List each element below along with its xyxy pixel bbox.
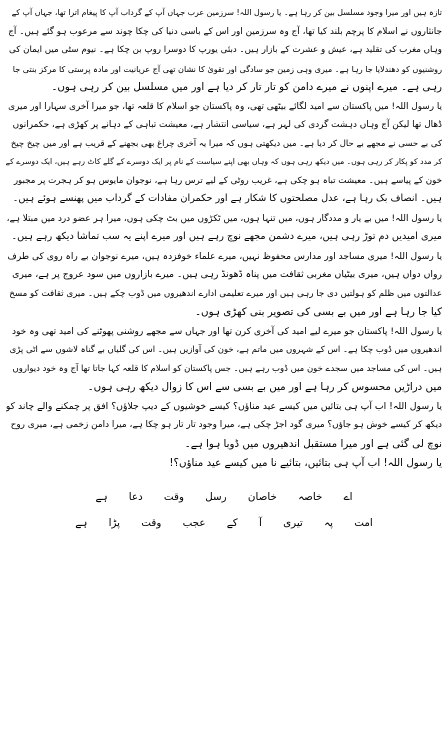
text-line: یا رسول اللہ! اب آپ ہی بتائیں، بتائیے نا میں کیسے عید مناؤں؟! [169, 457, 442, 469]
text-line: رواں دواں ہیں، میری بیٹیاں مغربی ثقافت میں پناہ ڈھونڈ رہی ہیں۔ میرے بازاروں میں سود عروج پر ہے، میری [12, 269, 442, 280]
text-line: کر مدد کو پکار کر رہی ہوں۔ میں دیکھ رہی ہوں کہ وہاں بھی اپنے سیاست کے نام پر ایک دوسرے کے گلے کاٹ رہے ہیں، ایک دوسرے کے [6, 157, 442, 166]
text-line: روشنیوں کو دھندلایا جا رہا ہے۔ میری وہی زمین جو سادگی اور تقویٰ کا نشان تھی آج عریانیت اور مادہ پرستی کا مرکز بنتی جا [12, 63, 442, 74]
text-line: یا رسول اللہ! میں پاکستان سے امید لگائے بیٹھی تھی، وہ پاکستان جو اسلام کا قلعہ تھا، جو میرا آخری سہارا اور میری [8, 101, 442, 112]
paragraph [6, 454, 442, 473]
text-line: وہاں مغرب کی تقلید ہے، عیش و عشرت کے بازار ہیں۔ دبئی یورپ کا دوسرا روپ بن چکا ہے۔ نیوم سٹی میں ایمان کی [8, 45, 442, 55]
text-line: یا رسول اللہ! میری مساجد اور مدارس محفوظ نہیں، میرے علماء خوفزدہ ہیں، میرے نوجوان بے راہ روی کی طرف [7, 251, 442, 262]
paragraph [6, 98, 442, 209]
text-line: تازہ ہیں اور میرا وجود مسلسل بین کر رہا ہے۔ یا رسول اللہ! سرزمین عرب جہاں آپ کے گرداب آپ کا پیغام اترا تھا، جہاں آپ کے [11, 8, 442, 17]
text-line: میری امیدیں دم توڑ رہی ہیں، میرے دشمن مجھے نوچ رہے ہیں اور میرے اپنے یہ سب تماشا دیکھ رہے ہیں۔ [11, 231, 442, 242]
text-line: کیا جا رہا ہے اور میں بے بسی کی تصویر بنی کھڑی ہوں۔ [195, 306, 442, 318]
poem-line: اے خاصہ خاصان رسل وقت دعا ہے [95, 490, 353, 503]
poem-couplet [6, 484, 442, 536]
text-line: ہیں۔ اس کی مساجد میں سجدے خون میں ڈوب رہے ہیں۔ جس پاکستان کو اسلام کا قلعہ کہا جاتا تھا آج وہ خود دیواروں [12, 363, 442, 374]
text-line: دیکھ کر کیسے خوش ہو جاؤں؟ میری گود اجڑ چکی ہے، میرا وجود تار تار ہو چکا ہے، میرا دامن زخمی ہے، میری روح [10, 420, 442, 430]
text-line: میں دراڑیں محسوس کر رہا ہے اور میں بے بسی سے اس کا زوال دیکھ رہی ہوں۔ [87, 381, 442, 393]
paragraph [6, 4, 442, 97]
text-line: ڈھال تھا لیکن آج وہاں دہشت گردی کی لہر ہے، سیاسی انتشار ہے، معیشت تباہی کے دہانے پر کھڑی ہے، حکمرانوں [12, 120, 442, 130]
text-line: جانثاروں نے اسلام کا پرچم بلند کیا تھا، آج وہ سرزمین اور اس کے باسی دنیا کی چکا چوند سے مرعوب ہو گئے ہیں۔ آج [8, 26, 442, 37]
paragraph [6, 248, 442, 322]
text-line: یا رسول اللہ! اب آپ ہی بتائیں میں کیسے عید مناؤں؟ کیسے خوشیوں کے دیپ جلاؤں؟ افق پر چمکنے والے چاند کو [6, 400, 442, 412]
article-body [6, 4, 442, 474]
text-line: رہی ہے۔ میرے اپنوں نے میرے دامن کو تار تار کر دیا ہے اور میں مسلسل بین کر رہی ہوں۔ [51, 81, 442, 93]
paragraph [6, 323, 442, 397]
text-line: اندھیروں میں ڈوب چکا ہے۔ اس کے شہروں میں ماتم ہے، خون کی آوازیں ہیں۔ اس کی گلیاں بے گناہ لاشوں سے اٹی پڑی [9, 345, 442, 355]
text-line: یا رسول اللہ! پاکستان جو میرے لیے امید کی آخری کرن تھا اور جہاں سے مجھے روشنی پھوٹنے کی امید تھی وہ خود [11, 326, 442, 337]
text-line: خون کے پیاسے ہیں۔ معیشت تباہ ہو چکی ہے، غریب روٹی کے لیے ترس رہا ہے، نوجوان مایوس ہو کر ہجرت پر مجبور [13, 175, 442, 186]
text-line: عدالتوں میں ظلم کو ہولتیں دی جا رہی ہیں اور میرے تعلیمی ادارے اندھیروں میں ڈوب چکے ہیں۔ میری ثقافت کو مسخ [9, 288, 442, 299]
paragraph [6, 210, 442, 247]
text-line: نوچ لی گئی ہے اور میرا مستقبل اندھیروں میں ڈوبا ہوا ہے۔ [184, 437, 442, 450]
paragraph [6, 398, 442, 454]
poem-line: امت پہ تیری آ کے عجب وقت پڑا ہے [75, 516, 373, 529]
text-line: کی بے حسی نے مجھے بے حال کر دیا ہے۔ میں دیکھتی ہوں کہ میرا یہ آخری چراغ بھی بجھنے کے قریب ہے اور میں چیخ چیخ [10, 138, 442, 149]
text-line: ہیں۔ انصاف بک رہا ہے، عدل مصلحتوں کا شکار ہے اور حکمران مفادات کے گرداب میں پھنسے ہوئے ہیں۔ [12, 193, 442, 204]
text-line: یا رسول اللہ! میں بے یار و مددگار ہوں، میں تنہا ہوں، میں ٹکڑوں میں بٹ چکی ہوں، میرا ہر عضو درد میں مبتلا ہے، [6, 213, 442, 224]
